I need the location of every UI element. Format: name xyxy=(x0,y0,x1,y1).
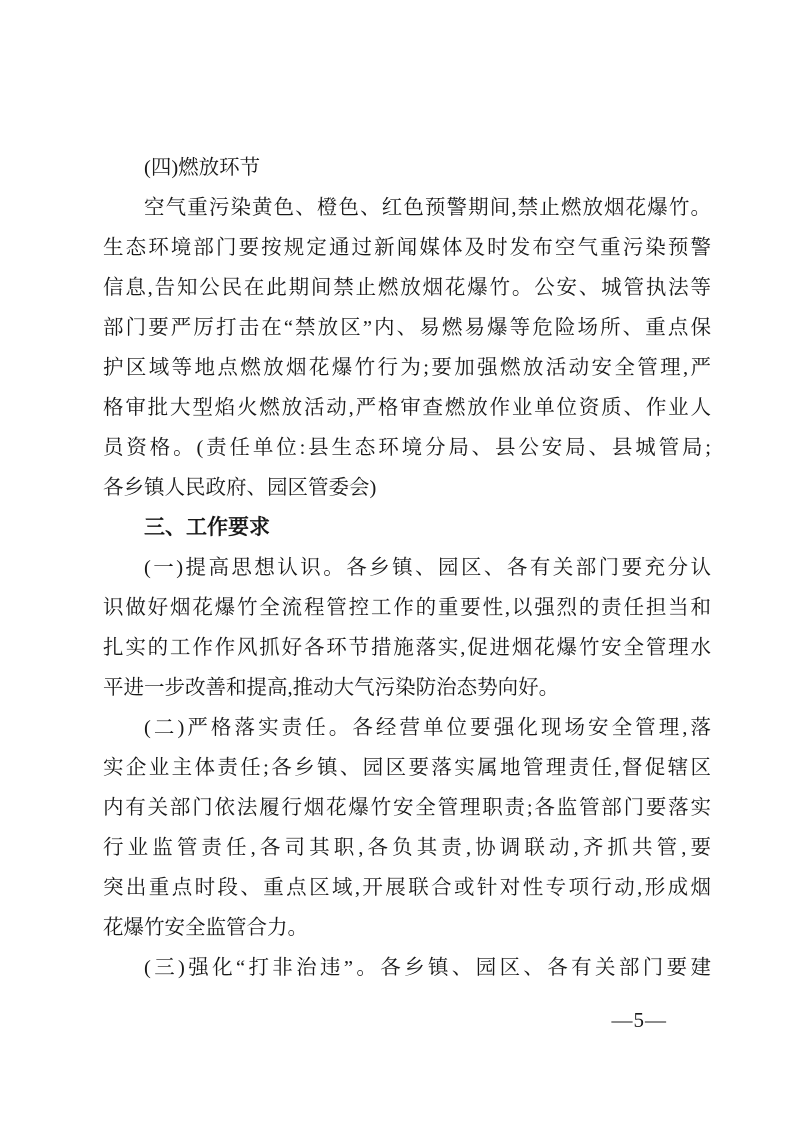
body-line: 突出重点时段、重点区域,开展联合或针对性专项行动,形成烟 xyxy=(103,877,711,899)
document-body xyxy=(103,148,711,988)
section-heading-work-requirements: 三、工作要求 xyxy=(144,516,270,539)
body-line: 空气重污染黄色、橙色、红色预警期间,禁止燃放烟花爆竹。 xyxy=(144,197,711,219)
body-line: 识做好烟花爆竹全流程管控工作的重要性,以强烈的责任担当和 xyxy=(103,597,711,619)
body-text: 员资格。 xyxy=(103,437,197,459)
body-line: 花爆竹安全监管合力。 xyxy=(103,917,308,939)
body-line: 护区域等地点燃放烟花爆竹行为;要加强燃放活动安全管理,严 xyxy=(103,357,711,379)
body-line: (三)强化“打非治违”。各乡镇、园区、各有关部门要建 xyxy=(144,957,711,979)
body-line: 内有关部门依法履行烟花爆竹安全管理职责;各监管部门要落实 xyxy=(103,797,711,819)
body-line: 行业监管责任,各司其职,各负其责,协调联动,齐抓共管,要 xyxy=(103,837,711,859)
body-line: 扎实的工作作风抓好各环节措施落实,促进烟花爆竹安全管理水 xyxy=(103,637,711,659)
body-line: 平进一步改善和提高,推动大气污染防治态势向好。 xyxy=(103,677,560,699)
responsibility-unit-note: 各乡镇人民政府、园区管委会) xyxy=(103,477,377,499)
body-line: 格审批大型焰火燃放活动,严格审查燃放作业单位资质、作业人 xyxy=(103,397,711,419)
page-number: —5— xyxy=(611,1008,667,1032)
body-line: 信息,告知公民在此期间禁止燃放烟花爆竹。公安、城管执法等 xyxy=(103,277,711,299)
responsibility-unit-note: (责任单位:县生态环境分局、县公安局、县城管局; xyxy=(196,437,712,459)
body-line: (二)严格落实责任。各经营单位要强化现场安全管理,落 xyxy=(144,717,711,739)
body-line: 实企业主体责任;各乡镇、园区要落实属地管理责任,督促辖区 xyxy=(103,757,711,779)
body-line: 部门要严厉打击在“禁放区”内、易燃易爆等危险场所、重点保 xyxy=(103,317,711,339)
body-line-with-responsibility-note xyxy=(103,428,711,468)
body-line: 生态环境部门要按规定通过新闻媒体及时发布空气重污染预警 xyxy=(103,237,711,259)
body-line: (一)提高思想认识。各乡镇、园区、各有关部门要充分认 xyxy=(144,557,711,579)
subsection-heading-discharge-stage: (四)燃放环节 xyxy=(144,157,261,179)
